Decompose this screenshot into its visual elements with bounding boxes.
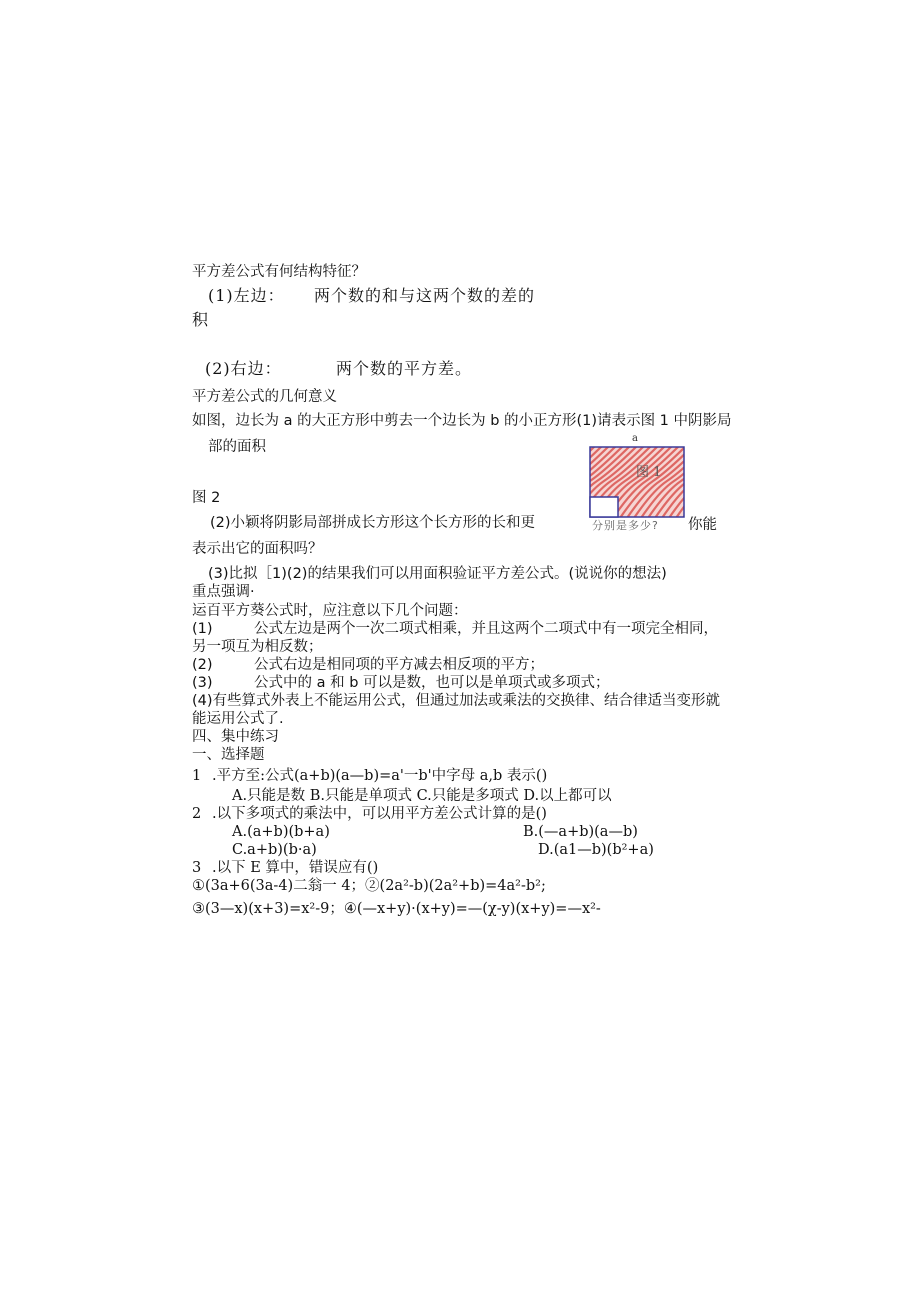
point-2-text: 公式右边是相同项的平方减去相反项的平方； [254,657,544,673]
figure-1-svg [586,431,698,531]
point-1-text: 公式左边是两个一次二项式相乘，并且这两个二项式中有一项完全相同， [254,621,718,637]
emphasis-title: 重点强调· [192,584,255,600]
left-text: 两个数的和与这两个数的差的 [314,286,536,305]
geo-q2-tail: 你能 [688,517,717,533]
figure-inner-label: 图 1 [636,465,662,480]
figure-bottom-label: 分别是多少? [592,519,659,531]
q2-option-c: C.a+b)(b·a) [232,842,317,858]
figure-1 [586,431,698,531]
left-label: (1)左边： [208,286,285,305]
q2-option-b: B.(—a+b)(a—b) [523,824,638,840]
figure-top-label: a [632,433,638,444]
section-practice: 四、集中练习 [192,729,279,745]
left-text-cont: 积 [192,310,210,329]
geo-title: 平方差公式的几何意义 [192,389,337,405]
emphasis-intro: 运百平方葵公式时，应注意以下几个问题： [192,603,468,619]
hatch-stroke [688,441,698,521]
point-3-num: (3) [192,675,213,691]
point-2-num: (2) [192,657,213,673]
q3-text: .以下 E 算中，错误应有() [212,860,379,876]
point-3-text: 公式中的 a 和 b 可以是数，也可以是单项式或多项式； [254,675,610,691]
right-label: (2)右边： [205,359,282,378]
geo-q1-line1: 如图，边长为 a 的大正方形中剪去一个边长为 b 的小正方形(1)请表示图 1 中阴影局 [192,413,732,429]
hatch-stroke [695,441,698,521]
q1-options: A.只能是数 B.只能是单项式 C.只能是多项式 D.以上都可以 [232,788,612,804]
point-4-line1: (4)有些算式外表上不能运用公式，但通过加法或乘法的交换律、结合律适当变形就 [192,693,721,709]
point-4-line2: 能运用公式了. [192,711,284,727]
question-title: 平方差公式有何结构特征？ [192,264,366,280]
figure-small-square [590,497,618,517]
point-1-cont: 另一项互为相反数； [192,639,323,655]
figure-2-label: 图 2 [192,490,221,506]
right-text: 两个数的平方差。 [336,359,473,378]
q2-num: 2 [192,806,202,822]
q1-text: .平方至:公式(a+b)(a—b)=a'一b'中字母 a,b 表示() [212,768,548,784]
q3-line1: ①(3a+6(3a-4)二翁一 4；②(2a²-b)(2a²+b)=4a²-b²; [192,878,546,894]
geo-q1-line2: 部的面积 [208,439,266,455]
geo-q2-line2: 表示出它的面积吗？ [192,541,323,557]
section-choice: 一、选择题 [192,747,265,763]
geo-q3: (3)比拟［1)(2)的结果我们可以用面积验证平方差公式。(说说你的想法) [208,566,667,582]
q1-num: 1 [192,768,202,784]
point-1-num: (1) [192,621,213,637]
q2-option-a: A.(a+b)(b+a) [232,824,330,840]
q2-option-d: D.(a1—b)(b²+a) [538,842,654,858]
q3-num: 3 [192,860,202,876]
geo-q2-line1: (2)小颖将阴影局部拼成长方形这个长方形的长和更 [210,515,536,531]
q2-text: .以下多项式的乘法中，可以用平方差公式计算的是() [212,806,547,822]
q3-line2: ③(3—x)(x+3)=x²-9；④(—x+y)·(x+y)=—(χ-y)(x+y)=—x²- [192,901,601,917]
